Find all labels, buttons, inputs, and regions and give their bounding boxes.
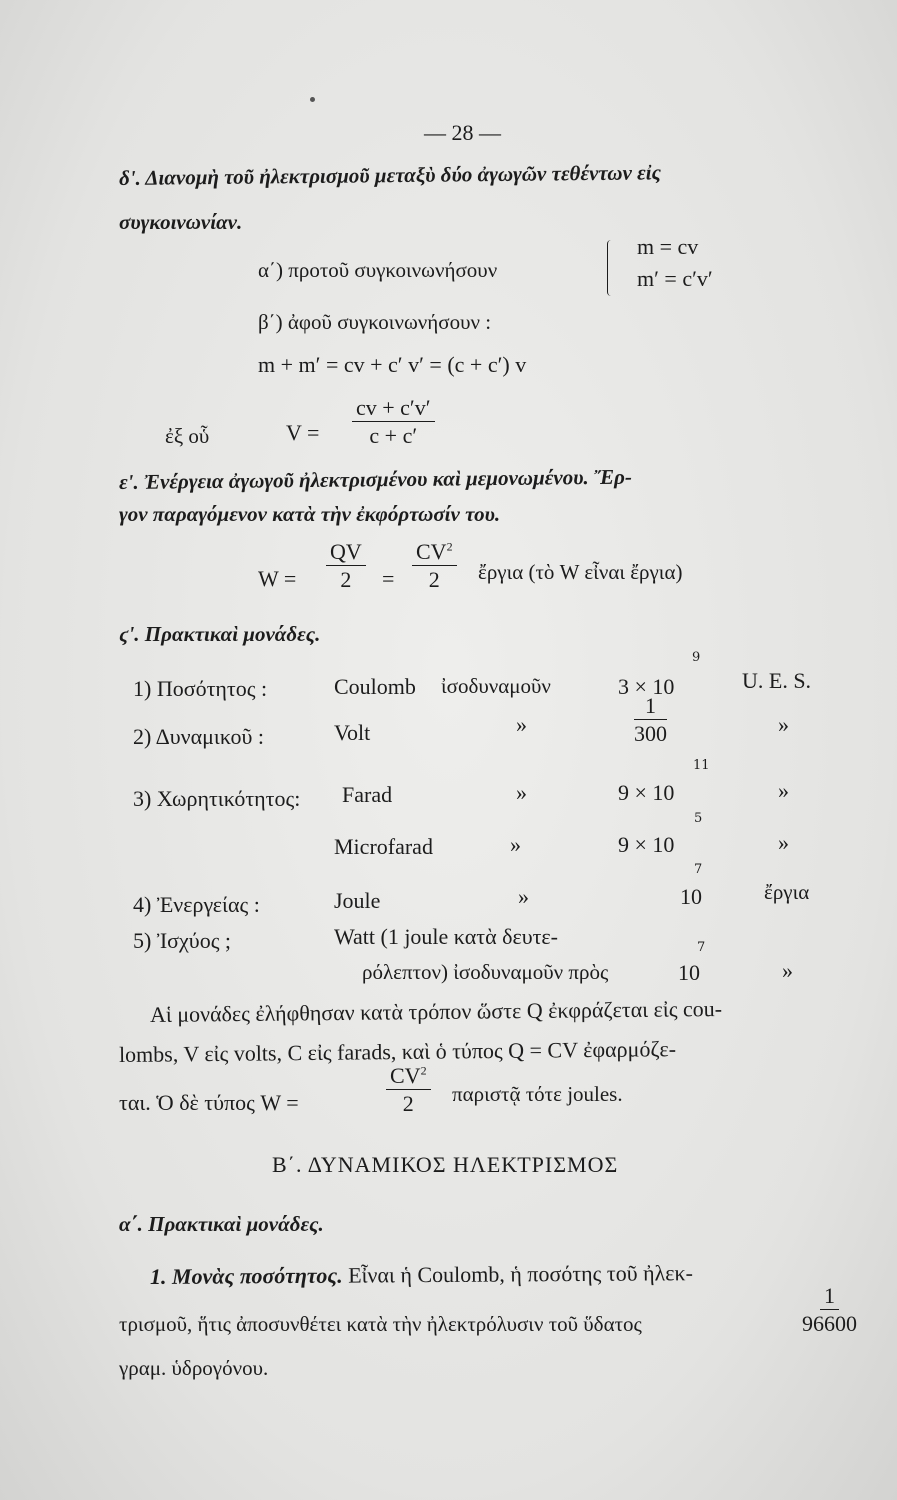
section-d-heading-line1: δ'. Διανομὴ τοῦ ἠλεκτρισμοῦ μεταξὺ δύο ἀγωγῶν τεθέντων εἰς (118, 160, 662, 190)
section-st-heading: ϛ'. Πρακτικαὶ μονάδες. (119, 622, 321, 646)
row-6-cgs-unit: » (782, 958, 793, 983)
paragraph-line-3-end: παριστᾷ τότε joules. (452, 1082, 623, 1106)
equation-sum: m + m′ = cv + c′ v′ = (c + c′) v (258, 352, 527, 377)
row-3-exponent: 11 (693, 758, 710, 773)
w-equals: W = (258, 566, 297, 591)
row-3-cgs-unit: » (778, 778, 789, 803)
row-6-unit-continuation: ρόλεπτον) ἰσοδυναμοῦν πρὸς (362, 960, 609, 984)
chapter-title: Β΄. ΔΥΝΑΜΙΚΟΣ ΗΛΕΚΤΡΙΣΜΟΣ (272, 1152, 619, 1177)
paragraph-line-2: lombs, V εἰς volts, C εἰς farads, καὶ ὁ τύπος Q = CV ἐφαρμόζε- (118, 1036, 677, 1067)
item-1-line-3: γραμ. ὑδρογόνου. (119, 1356, 269, 1380)
row-6-unit: Watt (1 joule κατὰ δευτε- (334, 924, 558, 949)
row-5-equiv: » (518, 884, 529, 909)
page-number: — 28 — (424, 120, 501, 145)
row-5-value: 10 (680, 884, 702, 909)
row-6-label: 5) Ἰσχύος ; (133, 928, 232, 953)
row-1-unit: Coulomb (334, 674, 416, 699)
row-4-equiv: » (510, 832, 521, 857)
section-e-heading-line2: γον παραγόμενον κατὰ τὴν ἐκφόρτωσίν του. (119, 502, 501, 526)
equation-m: m = cv (637, 234, 699, 259)
row-3-label: 3) Χωρητικότητος: (133, 786, 301, 811)
row-6-exponent: 7 (697, 940, 706, 955)
w-fraction-cv2-denominator: 2 (428, 567, 440, 593)
item-1-line-1 (150, 1260, 693, 1290)
w-fraction-cv2-numerator (412, 540, 457, 566)
row-4-value: 9 × 10 (618, 832, 675, 857)
paragraph-w-fraction-denominator: 2 (402, 1091, 414, 1117)
w-fraction-cv2 (412, 540, 457, 591)
w-fraction-qv (326, 540, 366, 591)
v-fraction-numerator: cv + c′v′ (352, 396, 435, 422)
equation-m-prime: m′ = c′v′ (637, 266, 713, 291)
row-1-value: 3 × 10 (618, 674, 675, 699)
row-6-value: 10 (678, 960, 700, 985)
equals-sign: = (382, 566, 395, 591)
paragraph-w-fraction (386, 1064, 431, 1115)
paragraph-line-1: Αἱ μονάδες ἐλήφθησαν κατὰ τρόπον ὥστε Q ἐκφράζεται εἰς cou- (149, 996, 723, 1027)
row-5-cgs-unit: ἔργια (764, 880, 810, 904)
row-1-equiv: ἰσοδυναμοῦν (441, 674, 551, 698)
before-connection-label: α΄) προτοῦ συγκοινωνήσουν (258, 258, 498, 282)
row-5-label: 4) Ἐνεργείας : (133, 892, 260, 917)
row-2-unit: Volt (334, 720, 371, 745)
row-1-exponent: 9 (692, 650, 701, 665)
brace (607, 240, 616, 296)
paragraph-cv-text: CV (390, 1063, 421, 1088)
row-4-unit: Microfarad (334, 834, 433, 859)
row-5-exponent: 7 (694, 862, 703, 877)
ink-speck (310, 97, 315, 102)
item-1-line-2: τρισμοῦ, ἥτις ἀποσυνθέτει κατὰ τὴν ἠλεκτρόλυσιν τοῦ ὕδατος (119, 1312, 642, 1336)
w-fraction-qv-denominator: 2 (340, 567, 352, 593)
v-fraction-denominator: c + c′ (369, 423, 418, 449)
row-2-equiv: » (516, 712, 527, 737)
cv-text: CV (416, 539, 447, 564)
row-5-unit: Joule (334, 888, 381, 913)
row-4-cgs-unit: » (778, 830, 789, 855)
row-2-label: 2) Δυναμικοῦ : (133, 724, 264, 749)
section-e-heading-line1: ε'. Ἐνέργεια ἀγωγοῦ ἠλεκτρισμένου καὶ μεμονωμένου. Ἔρ- (118, 464, 633, 494)
item-1-fraction-denominator: 96600 (802, 1311, 857, 1337)
paragraph-w-fraction-numerator (386, 1064, 431, 1090)
row-3-equiv: » (516, 780, 527, 805)
row-2-value-fraction (634, 694, 667, 745)
row-2-value-numerator: 1 (645, 693, 656, 718)
w-fraction-qv-numerator: QV (326, 540, 366, 566)
row-4-exponent: 5 (694, 811, 703, 826)
chapter-sub-heading: α΄. Πρακτικαὶ μονάδες. (119, 1212, 324, 1236)
row-1-cgs-unit: U. E. S. (742, 668, 812, 693)
after-connection-label: β΄) ἀφοῦ συγκοινωνήσουν : (258, 310, 492, 334)
whence-label: ἐξ οὗ (165, 424, 210, 448)
w-units-note: ἔργια (τὸ W εἶναι ἔργια) (478, 560, 683, 584)
item-1-fraction-numerator: 1 (820, 1284, 839, 1310)
row-3-value: 9 × 10 (618, 780, 675, 805)
v-equals: V = (286, 420, 320, 445)
item-1-text: Εἶναι ἡ Coulomb, ἡ ποσότης τοῦ ἠλεκ- (348, 1260, 693, 1288)
row-2-value-denominator: 300 (634, 721, 667, 747)
item-1-fraction (802, 1284, 857, 1335)
cv-squared-exponent: 2 (446, 539, 453, 554)
section-d-heading-line2: συγκοινωνίαν. (119, 210, 243, 234)
v-fraction (352, 396, 435, 447)
item-1-title: 1. Μονὰς ποσότητος. (149, 1262, 343, 1289)
row-1-label: 1) Ποσότητος : (133, 676, 268, 701)
row-3-unit: Farad (342, 782, 393, 807)
paragraph-line-3-start: ται. Ὁ δὲ τύπος W = (119, 1090, 299, 1115)
paragraph-cv-exponent: 2 (420, 1063, 427, 1078)
row-2-cgs-unit: » (778, 712, 789, 737)
